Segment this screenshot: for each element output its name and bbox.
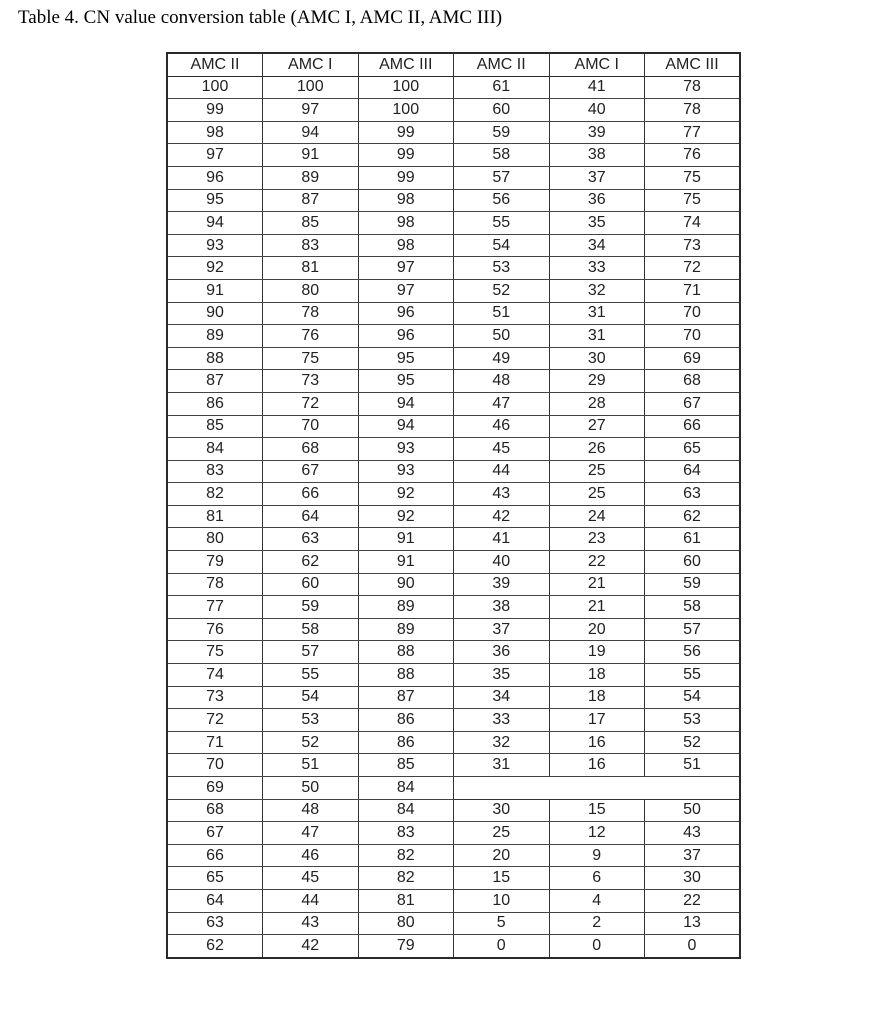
table-cell: 43 — [645, 822, 741, 845]
table-body — [167, 76, 740, 958]
table-row — [167, 460, 740, 483]
table-row — [167, 528, 740, 551]
table-cell: 16 — [549, 731, 645, 754]
table-cell: 75 — [645, 189, 741, 212]
table-cell: 50 — [454, 325, 550, 348]
table-cell: 84 — [167, 438, 263, 461]
table-cell: 82 — [358, 867, 454, 890]
table-cell: 60 — [645, 551, 741, 574]
table-header-row — [167, 53, 740, 76]
table-cell: 34 — [454, 686, 550, 709]
table-cell: 63 — [645, 483, 741, 506]
table-cell: 94 — [167, 212, 263, 235]
table-cell: 33 — [454, 709, 550, 732]
table-cell: 78 — [645, 99, 741, 122]
table-row — [167, 573, 740, 596]
table-cell: 89 — [358, 618, 454, 641]
table-cell: 59 — [454, 121, 550, 144]
table-cell: 4 — [549, 889, 645, 912]
table-cell: 59 — [263, 596, 359, 619]
table-cell: 94 — [263, 121, 359, 144]
table-cell: 66 — [263, 483, 359, 506]
table-cell: 84 — [358, 799, 454, 822]
table-cell: 69 — [645, 347, 741, 370]
table-cell: 58 — [263, 618, 359, 641]
table-cell: 71 — [167, 731, 263, 754]
table-cell: 60 — [263, 573, 359, 596]
table-cell: 95 — [358, 370, 454, 393]
table-cell: 58 — [454, 144, 550, 167]
table-cell: 70 — [645, 302, 741, 325]
table-cell: 70 — [167, 754, 263, 777]
table-row — [167, 76, 740, 99]
table-cell: 63 — [263, 528, 359, 551]
table-cell: 32 — [454, 731, 550, 754]
table-cell: 31 — [454, 754, 550, 777]
table-row — [167, 257, 740, 280]
table-cell: 76 — [263, 325, 359, 348]
table-cell: 77 — [645, 121, 741, 144]
table-cell: 18 — [549, 664, 645, 687]
table-cell: 96 — [358, 325, 454, 348]
table-cell: 91 — [167, 279, 263, 302]
table-cell: 34 — [549, 234, 645, 257]
table-cell: 68 — [167, 799, 263, 822]
table-cell: 69 — [167, 777, 263, 800]
table-cell: 68 — [645, 370, 741, 393]
table-cell: 30 — [454, 799, 550, 822]
table-cell: 100 — [263, 76, 359, 99]
table-cell: 92 — [358, 505, 454, 528]
table-cell: 82 — [358, 844, 454, 867]
header-amc-ii-right: AMC II — [454, 53, 550, 76]
table-cell: 80 — [263, 279, 359, 302]
table-cell: 93 — [358, 438, 454, 461]
table-cell: 49 — [454, 347, 550, 370]
table-row — [167, 709, 740, 732]
table-cell: 41 — [454, 528, 550, 551]
table-row — [167, 325, 740, 348]
table-cell: 99 — [358, 166, 454, 189]
table-cell: 13 — [645, 912, 741, 935]
table-cell: 88 — [358, 664, 454, 687]
table-cell: 39 — [549, 121, 645, 144]
header-amc-i-right: AMC I — [549, 53, 645, 76]
table-cell: 52 — [263, 731, 359, 754]
table-cell: 6 — [549, 867, 645, 890]
table-cell: 53 — [645, 709, 741, 732]
table-cell: 37 — [645, 844, 741, 867]
table-cell: 21 — [549, 596, 645, 619]
table-cell: 79 — [358, 935, 454, 958]
table-cell: 15 — [549, 799, 645, 822]
table-cell: 64 — [263, 505, 359, 528]
table-cell: 72 — [167, 709, 263, 732]
table-cell: 92 — [358, 483, 454, 506]
table-cell: 79 — [167, 551, 263, 574]
table-cell: 65 — [167, 867, 263, 890]
table-row — [167, 302, 740, 325]
empty-merged-cell — [454, 777, 741, 800]
conversion-table-container — [166, 52, 739, 959]
table-cell: 98 — [358, 189, 454, 212]
table-cell: 32 — [549, 279, 645, 302]
table-cell: 46 — [454, 415, 550, 438]
table-cell: 0 — [645, 935, 741, 958]
table-row — [167, 664, 740, 687]
table-row — [167, 867, 740, 890]
table-cell: 84 — [358, 777, 454, 800]
table-cell: 87 — [358, 686, 454, 709]
table-cell: 70 — [263, 415, 359, 438]
table-cell: 33 — [549, 257, 645, 280]
table-cell: 44 — [454, 460, 550, 483]
table-cell: 97 — [358, 257, 454, 280]
table-cell: 22 — [645, 889, 741, 912]
table-cell: 75 — [167, 641, 263, 664]
table-cell: 45 — [263, 867, 359, 890]
table-cell: 47 — [263, 822, 359, 845]
header-amc-i-left: AMC I — [263, 53, 359, 76]
table-row — [167, 279, 740, 302]
table-cell: 81 — [358, 889, 454, 912]
table-cell: 80 — [358, 912, 454, 935]
table-cell: 82 — [167, 483, 263, 506]
table-cell: 86 — [358, 709, 454, 732]
table-row — [167, 551, 740, 574]
table-cell: 43 — [454, 483, 550, 506]
table-cell: 25 — [549, 460, 645, 483]
table-cell: 94 — [358, 392, 454, 415]
table-row — [167, 618, 740, 641]
table-row — [167, 799, 740, 822]
table-cell: 72 — [645, 257, 741, 280]
table-row — [167, 121, 740, 144]
table-cell: 47 — [454, 392, 550, 415]
table-cell: 62 — [167, 935, 263, 958]
table-cell: 85 — [358, 754, 454, 777]
table-cell: 67 — [645, 392, 741, 415]
table-cell: 21 — [549, 573, 645, 596]
table-row — [167, 641, 740, 664]
table-row — [167, 844, 740, 867]
table-cell: 53 — [454, 257, 550, 280]
table-cell: 53 — [263, 709, 359, 732]
table-cell: 93 — [358, 460, 454, 483]
table-cell: 59 — [645, 573, 741, 596]
table-row — [167, 777, 740, 800]
table-cell: 81 — [263, 257, 359, 280]
table-cell: 28 — [549, 392, 645, 415]
table-row — [167, 731, 740, 754]
table-cell: 62 — [263, 551, 359, 574]
table-cell: 88 — [167, 347, 263, 370]
table-cell: 68 — [263, 438, 359, 461]
table-cell: 40 — [454, 551, 550, 574]
header-amc-iii-right: AMC III — [645, 53, 741, 76]
table-cell: 56 — [645, 641, 741, 664]
table-cell: 66 — [167, 844, 263, 867]
table-cell: 95 — [167, 189, 263, 212]
table-cell: 45 — [454, 438, 550, 461]
table-cell: 41 — [549, 76, 645, 99]
table-cell: 36 — [454, 641, 550, 664]
table-cell: 83 — [263, 234, 359, 257]
table-caption: Table 4. CN value conversion table (AMC I, AMC II, AMC III) — [18, 7, 503, 28]
table-cell: 71 — [645, 279, 741, 302]
table-row — [167, 370, 740, 393]
table-cell: 39 — [454, 573, 550, 596]
table-row — [167, 144, 740, 167]
table-cell: 96 — [358, 302, 454, 325]
table-row — [167, 392, 740, 415]
table-row — [167, 686, 740, 709]
table-cell: 48 — [454, 370, 550, 393]
table-cell: 99 — [358, 144, 454, 167]
table-cell: 87 — [167, 370, 263, 393]
table-cell: 19 — [549, 641, 645, 664]
table-cell: 0 — [454, 935, 550, 958]
table-cell: 58 — [645, 596, 741, 619]
table-cell: 99 — [167, 99, 263, 122]
table-cell: 85 — [167, 415, 263, 438]
table-cell: 23 — [549, 528, 645, 551]
table-cell: 88 — [358, 641, 454, 664]
table-cell: 89 — [167, 325, 263, 348]
table-cell: 31 — [549, 302, 645, 325]
table-cell: 50 — [263, 777, 359, 800]
table-cell: 38 — [454, 596, 550, 619]
table-cell: 73 — [167, 686, 263, 709]
table-cell: 56 — [454, 189, 550, 212]
table-cell: 85 — [263, 212, 359, 235]
table-cell: 89 — [358, 596, 454, 619]
table-cell: 51 — [454, 302, 550, 325]
table-cell: 89 — [263, 166, 359, 189]
table-cell: 95 — [358, 347, 454, 370]
table-cell: 55 — [645, 664, 741, 687]
table-cell: 64 — [167, 889, 263, 912]
table-cell: 97 — [167, 144, 263, 167]
table-cell: 83 — [167, 460, 263, 483]
table-cell: 48 — [263, 799, 359, 822]
table-cell: 30 — [645, 867, 741, 890]
table-row — [167, 483, 740, 506]
table-cell: 55 — [454, 212, 550, 235]
table-cell: 98 — [167, 121, 263, 144]
table-cell: 74 — [645, 212, 741, 235]
table-cell: 93 — [167, 234, 263, 257]
table-cell: 98 — [358, 234, 454, 257]
table-cell: 26 — [549, 438, 645, 461]
table-row — [167, 166, 740, 189]
table-cell: 75 — [645, 166, 741, 189]
table-cell: 91 — [358, 528, 454, 551]
table-cell: 54 — [454, 234, 550, 257]
table-cell: 99 — [358, 121, 454, 144]
table-cell: 81 — [167, 505, 263, 528]
table-row — [167, 935, 740, 958]
table-row — [167, 438, 740, 461]
table-cell: 51 — [645, 754, 741, 777]
table-cell: 35 — [549, 212, 645, 235]
table-cell: 60 — [454, 99, 550, 122]
table-cell: 90 — [358, 573, 454, 596]
table-row — [167, 415, 740, 438]
table-cell: 42 — [454, 505, 550, 528]
table-cell: 52 — [645, 731, 741, 754]
table-cell: 20 — [549, 618, 645, 641]
table-cell: 2 — [549, 912, 645, 935]
table-cell: 67 — [263, 460, 359, 483]
table-cell: 9 — [549, 844, 645, 867]
header-amc-ii-left: AMC II — [167, 53, 263, 76]
table-cell: 20 — [454, 844, 550, 867]
table-cell: 94 — [358, 415, 454, 438]
table-cell: 76 — [645, 144, 741, 167]
table-cell: 37 — [549, 166, 645, 189]
table-row — [167, 596, 740, 619]
header-amc-iii-left: AMC III — [358, 53, 454, 76]
table-cell: 24 — [549, 505, 645, 528]
table-cell: 18 — [549, 686, 645, 709]
table-cell: 38 — [549, 144, 645, 167]
table-cell: 73 — [263, 370, 359, 393]
table-cell: 25 — [549, 483, 645, 506]
table-cell: 57 — [263, 641, 359, 664]
table-row — [167, 754, 740, 777]
table-cell: 46 — [263, 844, 359, 867]
table-cell: 52 — [454, 279, 550, 302]
table-cell: 30 — [549, 347, 645, 370]
table-cell: 35 — [454, 664, 550, 687]
table-cell: 51 — [263, 754, 359, 777]
table-cell: 67 — [167, 822, 263, 845]
table-cell: 10 — [454, 889, 550, 912]
table-row — [167, 212, 740, 235]
table-cell: 55 — [263, 664, 359, 687]
table-cell: 62 — [645, 505, 741, 528]
table-cell: 57 — [645, 618, 741, 641]
table-cell: 61 — [454, 76, 550, 99]
table-cell: 75 — [263, 347, 359, 370]
table-row — [167, 912, 740, 935]
table-cell: 54 — [645, 686, 741, 709]
table-row — [167, 347, 740, 370]
table-cell: 44 — [263, 889, 359, 912]
table-cell: 86 — [358, 731, 454, 754]
table-cell: 78 — [645, 76, 741, 99]
table-cell: 80 — [167, 528, 263, 551]
table-cell: 15 — [454, 867, 550, 890]
table-row — [167, 189, 740, 212]
table-cell: 78 — [263, 302, 359, 325]
table-cell: 17 — [549, 709, 645, 732]
table-cell: 65 — [645, 438, 741, 461]
table-row — [167, 505, 740, 528]
table-cell: 72 — [263, 392, 359, 415]
table-cell: 5 — [454, 912, 550, 935]
table-cell: 73 — [645, 234, 741, 257]
table-cell: 22 — [549, 551, 645, 574]
table-row — [167, 234, 740, 257]
table-cell: 96 — [167, 166, 263, 189]
table-cell: 36 — [549, 189, 645, 212]
table-cell: 31 — [549, 325, 645, 348]
table-cell: 90 — [167, 302, 263, 325]
table-cell: 42 — [263, 935, 359, 958]
table-cell: 12 — [549, 822, 645, 845]
table-cell: 63 — [167, 912, 263, 935]
table-cell: 61 — [645, 528, 741, 551]
table-cell: 77 — [167, 596, 263, 619]
table-cell: 83 — [358, 822, 454, 845]
table-cell: 37 — [454, 618, 550, 641]
cn-conversion-table — [166, 52, 741, 959]
table-cell: 91 — [358, 551, 454, 574]
table-cell: 87 — [263, 189, 359, 212]
table-cell: 100 — [358, 99, 454, 122]
table-cell: 100 — [167, 76, 263, 99]
table-row — [167, 99, 740, 122]
table-cell: 86 — [167, 392, 263, 415]
table-row — [167, 889, 740, 912]
table-cell: 97 — [263, 99, 359, 122]
table-cell: 50 — [645, 799, 741, 822]
table-cell: 0 — [549, 935, 645, 958]
table-cell: 27 — [549, 415, 645, 438]
table-cell: 43 — [263, 912, 359, 935]
table-cell: 98 — [358, 212, 454, 235]
table-cell: 97 — [358, 279, 454, 302]
table-cell: 92 — [167, 257, 263, 280]
table-cell: 16 — [549, 754, 645, 777]
table-cell: 64 — [645, 460, 741, 483]
table-cell: 57 — [454, 166, 550, 189]
table-cell: 74 — [167, 664, 263, 687]
table-cell: 54 — [263, 686, 359, 709]
table-cell: 66 — [645, 415, 741, 438]
table-row — [167, 822, 740, 845]
table-cell: 29 — [549, 370, 645, 393]
table-cell: 40 — [549, 99, 645, 122]
table-cell: 91 — [263, 144, 359, 167]
table-cell: 78 — [167, 573, 263, 596]
table-cell: 100 — [358, 76, 454, 99]
table-cell: 76 — [167, 618, 263, 641]
table-cell: 25 — [454, 822, 550, 845]
table-cell: 70 — [645, 325, 741, 348]
